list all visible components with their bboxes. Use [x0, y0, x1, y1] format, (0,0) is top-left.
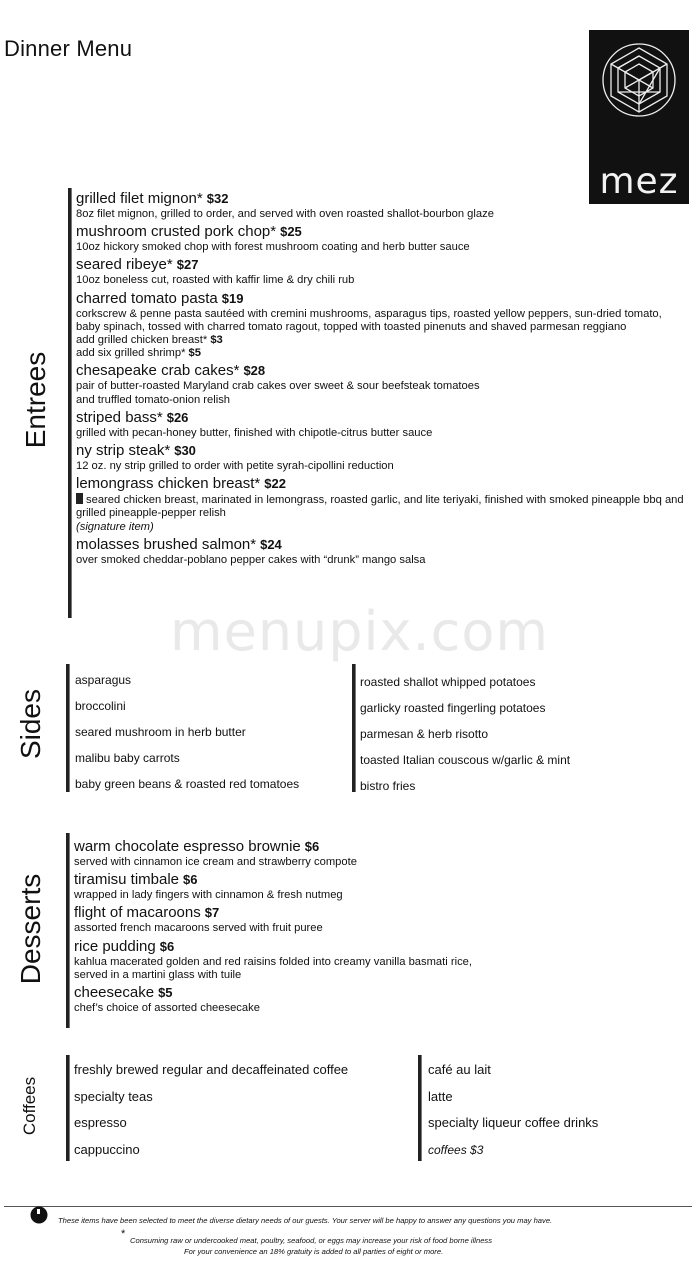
- item-description: assorted french macaroons served with fruit puree: [74, 922, 323, 935]
- item-name: seared ribeye*: [76, 256, 173, 274]
- item-name: tiramisu timbale: [74, 871, 180, 889]
- side-item: toasted Italian couscous w/garlic & mint: [360, 753, 571, 767]
- item-description: wrapped in lady fingers with cinnamon & fresh nutmeg: [74, 889, 343, 902]
- item-price: $26: [166, 409, 189, 425]
- side-item: baby green beans & roasted red tomatoes: [75, 777, 300, 791]
- addon-line: [76, 334, 686, 347]
- coffees-list-right: [428, 1057, 598, 1163]
- item-description: chef’s choice of assorted cheesecake: [74, 1002, 260, 1015]
- item-name: rice pudding: [74, 937, 156, 955]
- woven-emblem-icon: [601, 42, 677, 118]
- footer-food-safety-note: Consuming raw or undercooked meat, poultry, seafood, or eggs may increase your risk of food borne illness: [130, 1236, 493, 1245]
- menu-item: [74, 838, 674, 869]
- item-name: molasses brushed salmon*: [76, 535, 257, 553]
- side-item: asparagus: [75, 673, 132, 687]
- entrees-divider: [68, 188, 72, 618]
- item-price: $27: [176, 257, 199, 273]
- item-name: lemongrass chicken breast*: [76, 475, 261, 493]
- coffee-item: specialty teas: [74, 1088, 153, 1104]
- sides-list-right: [360, 669, 570, 799]
- section-label-coffees: Coffees: [20, 1076, 39, 1136]
- sides-divider-right: [352, 664, 356, 792]
- item-price: $6: [183, 872, 198, 888]
- coffee-item: specialty liqueur coffee drinks: [428, 1115, 599, 1130]
- coffees-divider-right: [418, 1055, 422, 1161]
- menu-item: [76, 190, 686, 221]
- addon-price: $3: [210, 334, 223, 347]
- item-description: pair of butter-roasted Maryland crab cakes over sweet & sour beefsteak tomatoes: [76, 380, 480, 393]
- desserts-list: [74, 838, 674, 1017]
- watermark: menupix.com: [170, 600, 550, 663]
- menu-item: [74, 938, 674, 982]
- signature-note: (signature item): [76, 520, 154, 533]
- sides-list-left: [75, 667, 299, 797]
- signature-dot-icon: [30, 1206, 48, 1224]
- footer-divider: [4, 1206, 692, 1207]
- menu-item: [74, 871, 674, 902]
- menu-item: [76, 475, 686, 534]
- section-label-desserts: Desserts: [15, 873, 46, 985]
- item-price: $5: [158, 985, 173, 1001]
- footer-dietary-note: These items have been selected to meet the diverse dietary needs of our guests. Your server will be happy to answer any questions you may have.: [58, 1216, 553, 1225]
- menu-item: [74, 984, 674, 1015]
- addon-line: [76, 347, 686, 360]
- mez-logo: [589, 30, 689, 204]
- item-description: kahlua macerated golden and red raisins folded into creamy vanilla basmati rice,: [74, 955, 472, 968]
- coffee-item: espresso: [74, 1115, 127, 1130]
- addon-price: $5: [188, 347, 201, 360]
- item-description: 10oz hickory smoked chop with forest mushroom coating and herb butter sauce: [76, 241, 470, 254]
- coffee-item: cappuccino: [74, 1141, 140, 1157]
- coffee-item: latte: [428, 1088, 453, 1104]
- item-price: $32: [206, 191, 229, 206]
- side-item: broccolini: [75, 699, 126, 713]
- item-name: flight of macaroons: [74, 904, 201, 922]
- section-label-entrees: Entrees: [20, 351, 51, 449]
- item-description: and truffled tomato-onion relish: [76, 393, 231, 406]
- item-price: $6: [304, 839, 320, 854]
- item-price: $25: [280, 224, 302, 240]
- item-price: $30: [174, 443, 196, 459]
- item-name: mushroom crusted pork chop*: [76, 223, 277, 241]
- item-description: 8oz filet mignon, grilled to order, and served with oven roasted shallot-bourbon glaze: [76, 208, 494, 220]
- item-name: warm chocolate espresso brownie: [74, 838, 301, 855]
- side-item: malibu baby carrots: [75, 751, 180, 765]
- signature-icon: [76, 493, 83, 504]
- menu-item: [76, 409, 686, 440]
- addon-name: add six grilled shrimp*: [76, 347, 186, 360]
- item-price: $19: [221, 290, 244, 306]
- item-price: $28: [243, 363, 266, 379]
- menu-item: [76, 290, 686, 361]
- section-label-sides: Sides: [15, 688, 46, 760]
- item-name: striped bass*: [76, 408, 163, 426]
- item-description: seared chicken breast, marinated in lemongrass, roasted garlic, and lite teriyaki, finished with smoked pineapple bbq and grilled pineapple-pepper relish: [76, 494, 684, 520]
- side-item: garlicky roasted fingerling potatoes: [360, 701, 546, 715]
- desserts-divider: [66, 833, 70, 1028]
- item-description: served in a martini glass with tuile: [74, 968, 242, 981]
- side-item: roasted shallot whipped potatoes: [360, 675, 536, 689]
- menu-item: [76, 256, 686, 287]
- item-price: $24: [260, 536, 282, 552]
- item-name: chesapeake crab cakes*: [76, 362, 240, 380]
- page-title: Dinner Menu: [4, 36, 133, 61]
- item-price: $7: [204, 905, 220, 921]
- side-item: bistro fries: [360, 779, 416, 793]
- sides-divider-left: [66, 664, 70, 792]
- menu-item: [76, 362, 686, 406]
- footer-gratuity-note: For your convenience an 18% gratuity is added to all parties of eight or more.: [184, 1247, 444, 1256]
- coffees-divider-left: [66, 1055, 70, 1161]
- item-description: 12 oz. ny strip grilled to order with petite syrah-cipollini reduction: [76, 460, 394, 473]
- item-description: served with cinnamon ice cream and strawberry compote: [74, 856, 357, 868]
- entrees-list: [76, 190, 686, 569]
- item-name: grilled filet mignon*: [76, 190, 203, 207]
- coffees-list-left: [74, 1057, 348, 1163]
- side-item: seared mushroom in herb butter: [75, 725, 246, 739]
- item-description: corkscrew & penne pasta sautéed with cremini mushrooms, asparagus tips, roasted yellow peppers, sun-dried tomato, baby spinach, tossed with charred tomato ragout, topped with toasted pinenuts and shaved parmesan reggiano: [76, 307, 662, 333]
- coffee-price-note: coffees $3: [428, 1142, 484, 1157]
- footer-asterisk: *: [121, 1228, 126, 1240]
- item-price: $22: [264, 476, 286, 492]
- item-description: 10oz boneless cut, roasted with kaffir lime & dry chili rub: [76, 274, 355, 287]
- menu-item: [76, 536, 686, 567]
- addon-name: add grilled chicken breast*: [76, 334, 208, 347]
- item-description: over smoked cheddar-poblano pepper cakes with “drunk” mango salsa: [76, 553, 426, 566]
- menu-item: [74, 904, 674, 935]
- menu-item: [76, 442, 686, 473]
- logo-wordmark: mez: [599, 161, 679, 202]
- item-name: cheesecake: [74, 984, 155, 1002]
- coffee-item: café au lait: [428, 1062, 491, 1077]
- menu-item: [76, 223, 686, 254]
- item-name: ny strip steak*: [76, 442, 171, 460]
- item-name: charred tomato pasta: [76, 289, 218, 307]
- side-item: parmesan & herb risotto: [360, 727, 489, 741]
- item-description: grilled with pecan-honey butter, finished with chipotle-citrus butter sauce: [76, 426, 433, 439]
- item-price: $6: [159, 938, 175, 954]
- coffee-item: freshly brewed regular and decaffeinated coffee: [74, 1062, 349, 1077]
